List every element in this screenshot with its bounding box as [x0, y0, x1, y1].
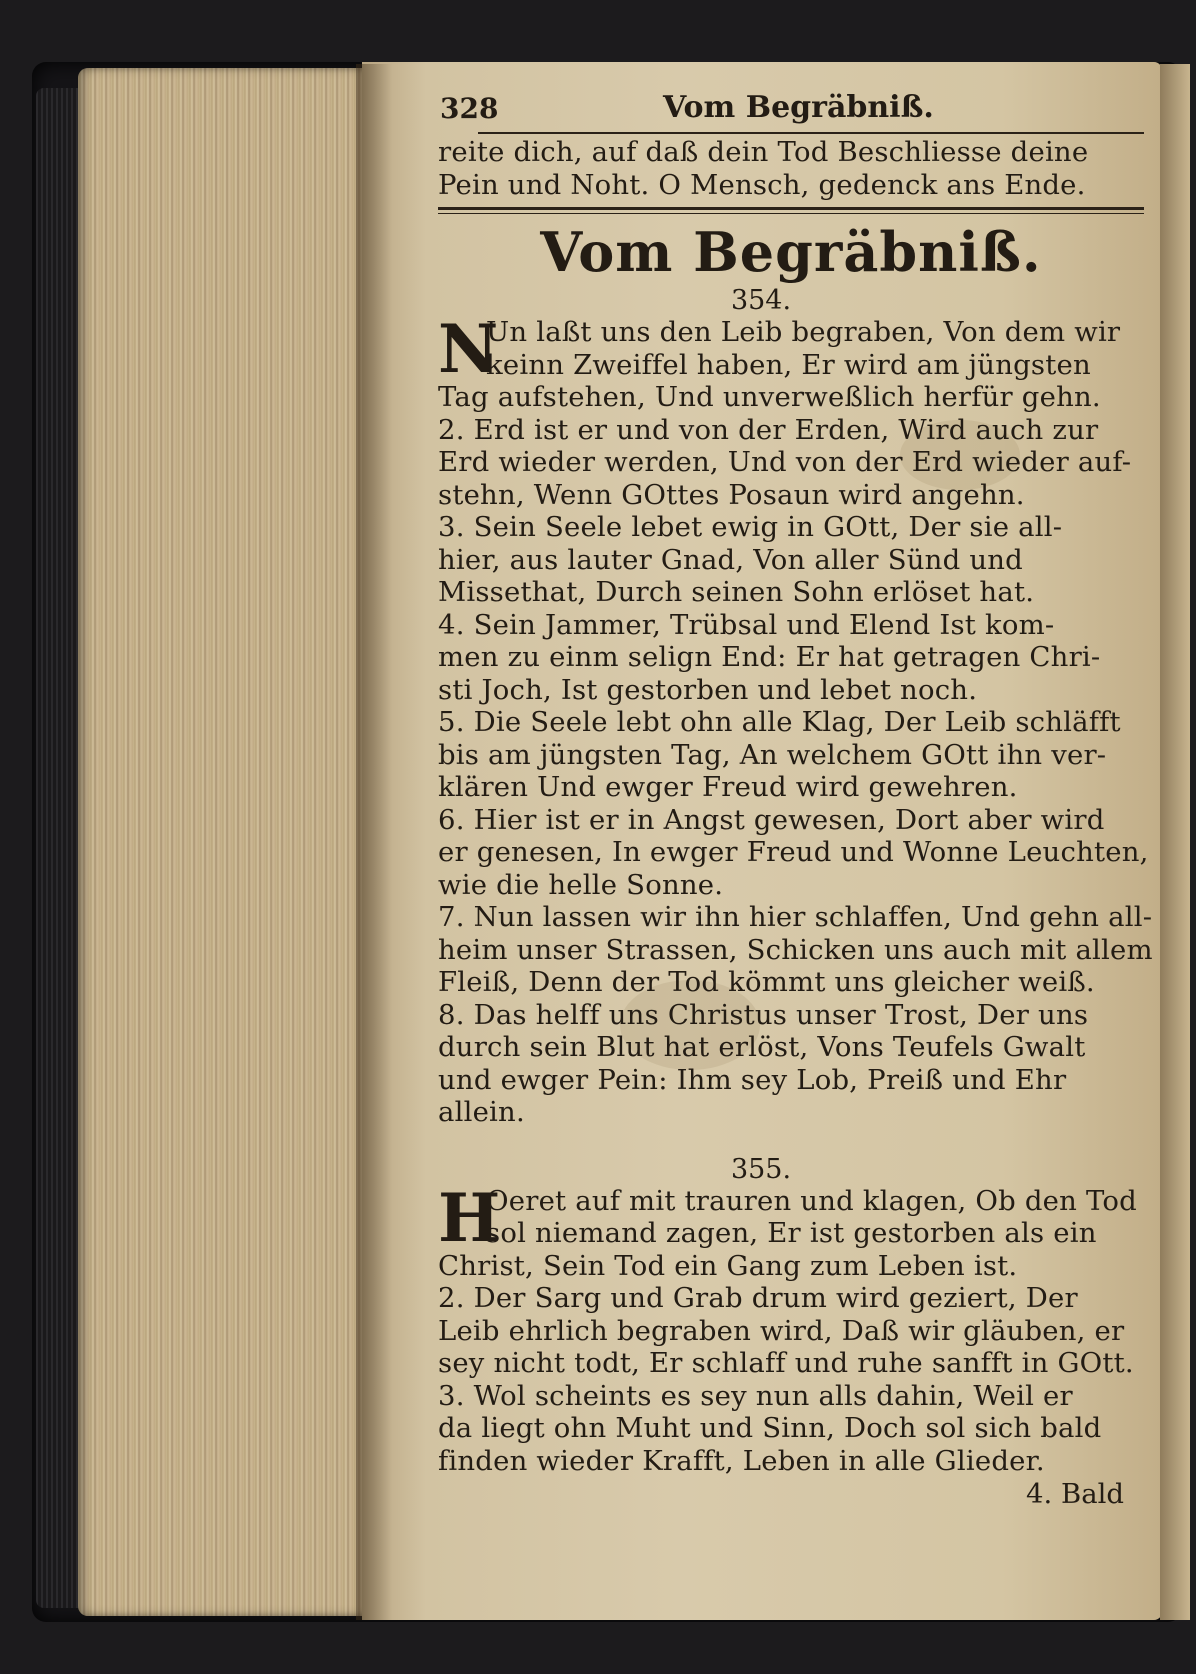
verse-line: sey nicht todt, Er schlaff und ruhe sanfft in GOtt.	[438, 1347, 1134, 1379]
verse-line: er genesen, In ewger Freud und Wonne Leuchten,	[438, 836, 1149, 868]
verse-line: wie die helle Sonne.	[438, 868, 724, 901]
section-title: Vom Begräbniß.	[540, 220, 1042, 284]
verse-line: allein.	[438, 1096, 525, 1128]
carryover-text	[438, 136, 1144, 201]
verse-line: Fleiß, Denn der Tod kömmt uns gleicher weiß.	[438, 966, 1095, 998]
section-rule	[438, 207, 1144, 214]
verse-line: da liegt ohn Muht und Sinn, Doch sol sich bald	[438, 1412, 1102, 1444]
verse-line: Tag aufstehen, Und unverweßlich herfür gehn.	[438, 381, 1101, 413]
verse-line: 3. Sein Seele lebet ewig in GOtt, Der sie all-	[438, 511, 1063, 543]
verse-line: sti Joch, Ist gestorben und lebet noch.	[438, 673, 978, 706]
verse-line: 2. Erd ist er und von der Erden, Wird auch zur	[438, 413, 1099, 446]
page-block-edges	[78, 68, 378, 1616]
page-gutter-shadow	[356, 64, 392, 1620]
hymn-355	[438, 1178, 1144, 1478]
verse-line: men zu einm selign End: Er hat getragen Chri-	[438, 641, 1101, 673]
verse-line: sol niemand zagen, Er ist gestorben als ein	[486, 1217, 1097, 1249]
verse-line: Missethat, Durch seinen Sohn erlöset hat.	[438, 576, 1035, 608]
text-line: Pein und Noht. O Mensch, gedenck ans Ende.	[438, 168, 1086, 201]
verse-line: 7. Nun lassen wir ihn hier schlaffen, Und gehn all-	[438, 901, 1153, 933]
verse-line: Leib ehrlich begraben wird, Daß wir gläuben, er	[438, 1314, 1125, 1347]
verse-line: und ewger Pein: Ihm sey Lob, Preiß und Ehr	[438, 1063, 1067, 1096]
page-number: 328	[440, 92, 499, 125]
facing-page-edge	[1160, 64, 1190, 1620]
verse-line: Oeret auf mit trauren und klagen, Ob den Tod	[486, 1184, 1137, 1217]
verse-line: finden wieder Krafft, Leben in alle Glieder.	[438, 1444, 1045, 1477]
header-rule	[478, 132, 1144, 134]
verse-line: Un laßt uns den Leib begraben, Von dem wir	[486, 316, 1121, 348]
verse-line: 2. Der Sarg und Grab drum wird geziert, Der	[438, 1282, 1078, 1314]
running-head	[438, 90, 1144, 130]
hymn-number: 354.	[730, 285, 792, 316]
verse-line: 4. Sein Jammer, Trübsal und Elend Ist kom-	[438, 608, 1055, 641]
hymn-number: 355.	[730, 1153, 792, 1185]
hymn-spacer	[438, 1129, 1144, 1151]
verse-line: 8. Das helff uns Christus unser Trost, Der uns	[438, 998, 1089, 1031]
catchword: 4. Bald	[1026, 1478, 1124, 1510]
text-line: reite dich, auf daß dein Tod Beschliesse deine	[438, 136, 1089, 168]
verse-line: 6. Hier ist er in Angst gewesen, Dort aber wird	[438, 803, 1105, 836]
page-content	[438, 90, 1153, 1511]
verse-line: durch sein Blut hat erlöst, Vons Teufels Gwalt	[438, 1031, 1086, 1063]
verse-line: heim unser Strassen, Schicken uns auch mit allem	[438, 933, 1153, 966]
running-title: Vom Begräbniß.	[663, 90, 934, 125]
verse-line: keinn Zweiffel haben, Er wird am jüngsten	[486, 348, 1091, 381]
verse-line: Christ, Sein Tod ein Gang zum Leben ist.	[438, 1249, 1018, 1282]
drop-cap: H	[438, 1178, 501, 1257]
verse-line: Erd wieder werden, Und von der Erd wieder auf-	[438, 446, 1132, 478]
verse-line: 5. Die Seele lebt ohn alle Klag, Der Leib schläfft	[438, 706, 1121, 738]
verse-line: stehn, Wenn GOttes Posaun wird angehn.	[438, 478, 1025, 511]
verse-line: hier, aus lauter Gnad, Von aller Sünd und	[438, 543, 1023, 576]
verse-line: klären Und ewger Freud wird gewehren.	[438, 771, 1018, 803]
verse-line: bis am jüngsten Tag, An welchem GOtt ihn ver-	[438, 738, 1107, 771]
hymn-354	[438, 310, 1153, 1129]
verse-line: 3. Wol scheints es sey nun alls dahin, Weil er	[438, 1379, 1073, 1412]
drop-cap: N	[438, 310, 499, 388]
